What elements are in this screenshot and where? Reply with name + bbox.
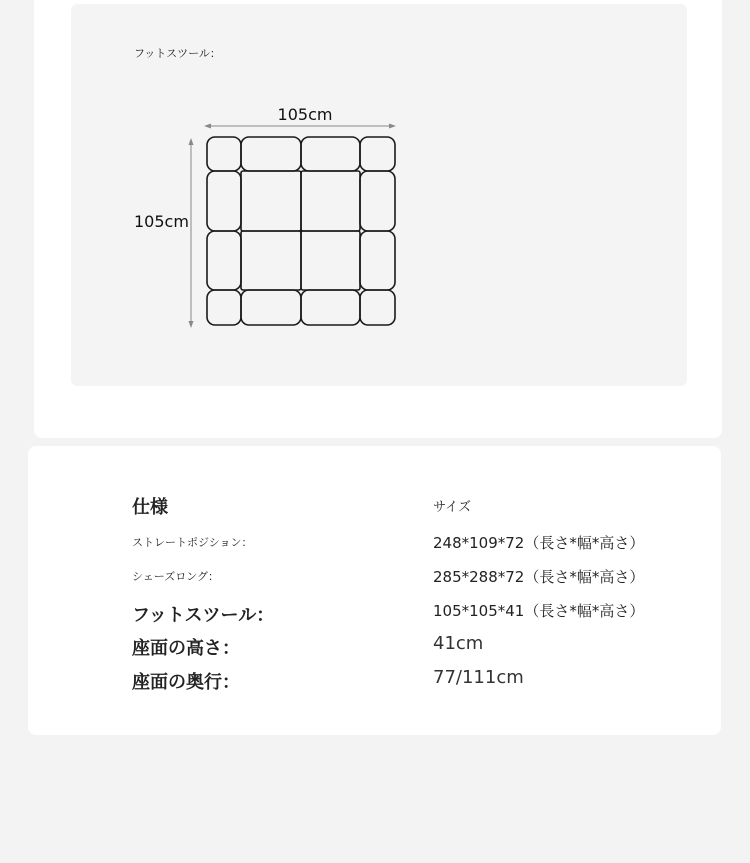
spec-value-seat-depth: 77/111cm — [433, 667, 524, 688]
cushion — [301, 171, 360, 231]
cushion — [301, 290, 360, 325]
cushion — [241, 290, 301, 325]
cushion — [360, 171, 395, 231]
spec-value-straight: 248*109*72（長さ*幅*高さ） — [433, 534, 645, 552]
specs-header-value: サイズ — [433, 500, 471, 515]
spec-label-seat-height: 座面の高さ： — [132, 638, 240, 659]
width-arrow — [204, 124, 396, 129]
spec-label-seat-depth: 座面の奥行： — [132, 672, 240, 693]
cushion — [241, 137, 301, 171]
depth-dimension-label: 105cm — [134, 212, 189, 231]
width-dimension-label: 105cm — [277, 105, 333, 124]
specs-header-label: 仕様 — [132, 497, 168, 518]
cushion — [207, 231, 241, 290]
cushion — [207, 137, 241, 171]
spec-label-chaise: シェーズロング： — [132, 570, 220, 583]
cushion — [301, 137, 360, 171]
cushion — [360, 290, 395, 325]
cushion — [241, 171, 301, 231]
cushion — [301, 231, 360, 290]
ottoman-top-view-diagram — [180, 118, 410, 338]
cushion — [207, 290, 241, 325]
spec-value-footstool: 105*105*41（長さ*幅*高さ） — [433, 602, 645, 620]
spec-label-footstool: フットスツール： — [132, 605, 275, 626]
spec-label-straight: ストレートポジション： — [132, 536, 253, 549]
depth-arrow — [189, 138, 194, 328]
cushion — [360, 137, 395, 171]
spec-value-chaise: 285*288*72（長さ*幅*高さ） — [433, 568, 645, 586]
cushion — [241, 231, 301, 290]
spec-value-seat-height: 41cm — [433, 633, 484, 654]
cushion — [360, 231, 395, 290]
cushion — [207, 171, 241, 231]
diagram-label: フットスツール： — [134, 47, 221, 60]
